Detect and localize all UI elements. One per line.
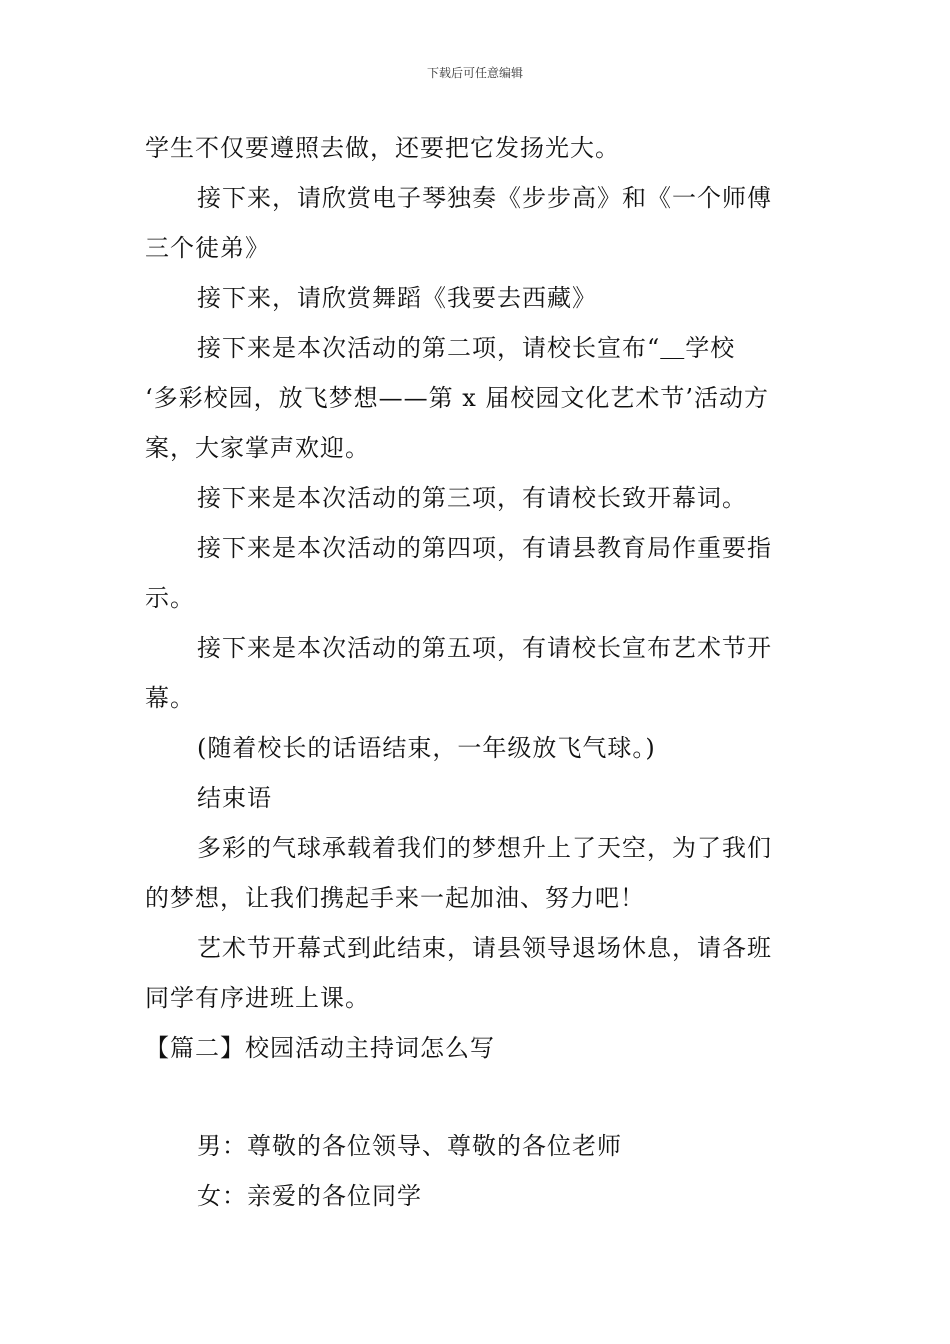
paragraph-line: 接下来是本次活动的第五项，有请校长宣布艺术节开 <box>197 634 772 662</box>
paragraph-line: 同学有序进班上课。 <box>145 984 370 1012</box>
paragraph-line: 示。 <box>145 584 195 612</box>
paragraph-line: 幕。 <box>145 684 195 712</box>
paragraph-line: 案，大家掌声欢迎。 <box>145 434 370 462</box>
paragraph-line: 女：亲爱的各位同学 <box>197 1182 422 1210</box>
paragraph-line: 接下来，请欣赏电子琴独奏《步步高》和《一个师傅 <box>197 184 772 212</box>
paragraph-line: 学生不仅要遵照去做，还要把它发扬光大。 <box>145 134 620 162</box>
paragraph-line: 接下来是本次活动的第三项，有请校长致开幕词。 <box>197 484 747 512</box>
paragraph-line: 三个徒弟》 <box>145 234 270 262</box>
paragraph-line: (随着校长的话语结束，一年级放飞气球。) <box>197 734 656 762</box>
paragraph-line: 接下来是本次活动的第四项，有请县教育局作重要指 <box>197 534 772 562</box>
page-header: 下载后可任意编辑 <box>426 66 523 80</box>
paragraph-line: 男：尊敬的各位领导、尊敬的各位老师 <box>197 1132 622 1160</box>
paragraph-line: 多彩的气球承载着我们的梦想升上了天空，为了我们 <box>197 834 772 862</box>
paragraph-line: 接下来是本次活动的第二项，请校长宣布“＿学校 <box>197 334 736 362</box>
section-heading: 结束语 <box>197 784 272 812</box>
section-title: 【篇二】校园活动主持词怎么写 <box>145 1034 495 1062</box>
paragraph-line: ‘多彩校园，放飞梦想——第 x 届校园文化艺术节’活动方 <box>145 384 770 412</box>
paragraph-line: 艺术节开幕式到此结束，请县领导退场休息，请各班 <box>197 934 772 962</box>
paragraph-line: 接下来，请欣赏舞蹈《我要去西藏》 <box>197 284 597 312</box>
paragraph-line: 的梦想，让我们携起手来一起加油、努力吧！ <box>145 884 645 912</box>
